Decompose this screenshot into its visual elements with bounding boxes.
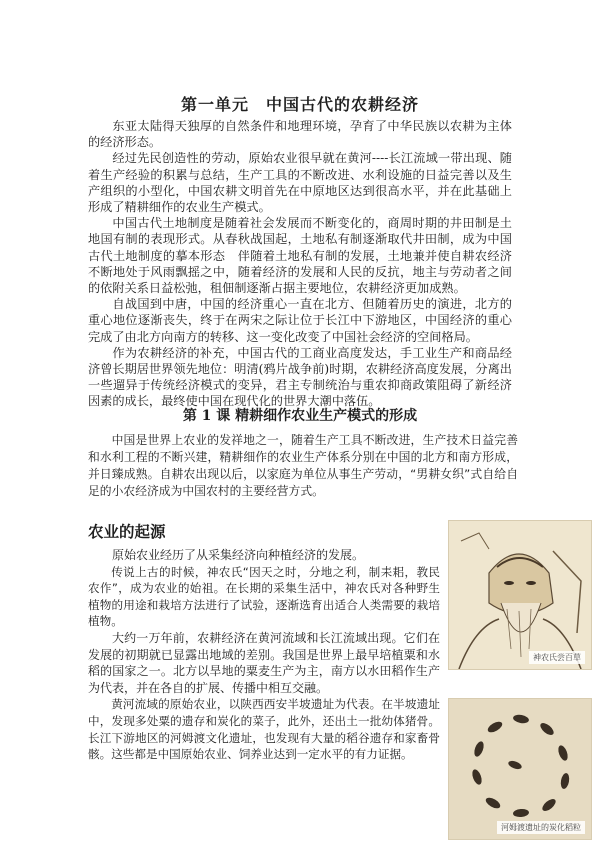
rice-caption: 河姆渡遗址的炭化稻粒 bbox=[497, 821, 585, 834]
shennong-caption: 神农氏尝百草 bbox=[529, 651, 585, 664]
lesson-title: 第 1 课 精耕细作农业生产模式的形成 bbox=[182, 408, 418, 424]
unit-paragraph: 自战国到中唐，中国的经济重心一直在北方、但随着历史的演进，北方的重心地位逐渐丧失，终于在两宋之际让位于长江中下游地区，中国经济的重心完成了由北方向南方的转移、这一变化改变了中国社会经济的空间格局。 bbox=[88, 297, 512, 344]
unit-intro bbox=[88, 118, 512, 410]
section-paragraph: 大约一万年前，农耕经济在黄河流域和长江流域出现。它们在发展的初期就已显露出地域的差别。我国是世界上最早培植粟和水稻的国家之一。北方以旱地的粟麦生产为主，南方以水田稻作生产为代表，并在各自的扩展、传播中相互交融。 bbox=[88, 630, 440, 695]
shennong-illustration bbox=[448, 520, 592, 670]
section-body bbox=[88, 547, 440, 763]
unit-paragraph: 经过先民创造性的劳动，原始农业很早就在黄河----长江流域一带出现、随着生产经验的积累与总结，生产工具的不断改进、水利设施的日益完善以及生产组织的小型化，中国农耕文明首先在中原地区达到很高水平，并在此基础上形成了精耕细作的农业生产模式。 bbox=[88, 151, 512, 215]
lesson-intro: 中国是世界上农业的发祥地之一，随着生产工具不断改进，生产技术日益完善和水利工程的不断兴建，精耕细作的农业生产体系分别在中国的北方和南方形成，并日臻成熟。自耕农出现以后，以家庭为单位从事生产劳动，“男耕女织”式自给自足的小农经济成为中国农村的主要经营方式。 bbox=[88, 433, 518, 498]
section-heading: 农业的起源 bbox=[88, 523, 166, 541]
unit-paragraph: 作为农耕经济的补充，中国古代的工商业高度发达，手工业生产和商品经济曾长期居世界领先地位：明清(鸦片战争前)时期，农耕经济高度发展，分离出一些遛异于传统经济模式的变异，君主专制统治与重农抑商政策阻碍了新经济因素的成长，最终使中国在现代化的世界大潮中落伍。 bbox=[88, 345, 512, 409]
unit-paragraph: 东亚太陆得天独厚的自然条件和地理环境，孕育了中华民族以农耕为主体的经济形态。 bbox=[88, 119, 512, 150]
carbonized-rice-photo bbox=[448, 698, 592, 840]
unit-title: 第一单元 中国古代的农耕经济 bbox=[180, 95, 419, 114]
unit-paragraph: 中国古代土地制度是随着社会发展而不断变化的，商周时期的井田制是土地国有制的表现形式。从春秋战国起，土地私有制逐渐取代井田制，成为中国古代土地制度的摹本形态 伴随着土地私有制的发展，土地兼并使自耕农经济不断地处于风雨飘摇之中，随着经济的发展和人民的反抗，地主与劳动者之间的依附关系日益松弛，租佃制逐渐占据主要地位，农耕经济更加成熟。 bbox=[88, 216, 512, 296]
shennong-drawing bbox=[449, 521, 591, 669]
section-paragraph: 传说上古的时候，神农氏“因天之时，分地之利，制耒耜，教民农作”，成为农业的始祖。在长期的采集生活中，神农氏对各种野生植物的用途和栽培方法进行了试验，逐渐选育出适合人类需要的栽培植物。 bbox=[88, 564, 440, 629]
section-paragraph: 原始农业经历了从采集经济向种植经济的发展。 bbox=[112, 548, 365, 562]
section-paragraph: 黄河流域的原始农业，以陕西西安半坡遗址为代表。在半坡遗址中，发现多处粟的遗存和炭化的菜子，此外，还出土一批幼体猪骨。长江下游地区的河姆渡文化遗址，也发现有大量的稻谷遗存和家畜骨骸。这些都是中国原始农业、饲养业达到一定水平的有力证据。 bbox=[88, 697, 440, 762]
rice-grains-drawing bbox=[449, 699, 591, 839]
